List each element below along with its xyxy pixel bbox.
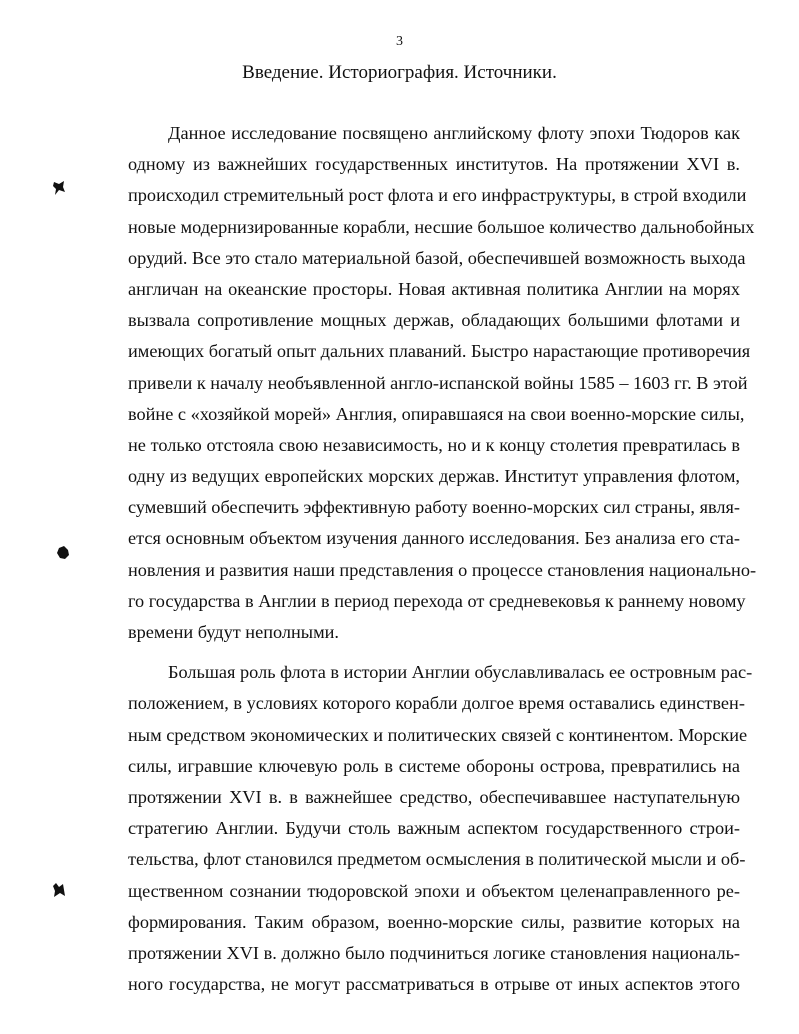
text-line: положением, в условиях которого корабли долгое время оставались единствен- <box>128 693 745 714</box>
text-line: войне с «хозяйкой морей» Англия, опиравшаяся на свои военно-морские силы, <box>128 403 745 424</box>
text-line: происходил стремительный рост флота и его инфраструктуры, в строй входили <box>128 185 747 206</box>
section-heading: Введение. Историография. Источники. <box>242 62 557 83</box>
text-line: протяжении XVI в. в важнейшее средство, обеспечивавшее наступательную <box>128 786 740 807</box>
body-text <box>128 118 757 1000</box>
text-line: вызвала сопротивление мощных держав, обладающих большими флотами и <box>128 310 740 331</box>
text-line: формирования. Таким образом, военно-морские силы, развитие которых на <box>128 911 740 932</box>
text-line: не только отстояла свою независимость, но и к концу столетия превратилась в <box>128 434 740 455</box>
text-line: одну из ведущих европейских морских держав. Институт управления флотом, <box>128 466 740 487</box>
text-line: тельства, флот становился предметом осмысления в политической мысли и об- <box>128 849 746 870</box>
text-line: силы, игравшие ключевую роль в системе обороны острова, превратились на <box>128 755 740 776</box>
text-line: одному из важнейших государственных институтов. На протяжении XVI в. <box>128 154 740 175</box>
text-line: ным средством экономических и политических связей с континентом. Морские <box>128 724 748 745</box>
page-number: 3 <box>396 34 403 49</box>
text-line: англичан на океанские просторы. Новая активная политика Англии на морях <box>128 278 740 299</box>
text-line: ного государства, не могут рассматриваться в отрыве от иных аспектов этого <box>128 974 740 995</box>
paragraph-gap <box>128 648 740 657</box>
ink-blot-icon <box>52 180 66 196</box>
paragraph-2 <box>128 657 753 1000</box>
text-line: имеющих богатый опыт дальних плаваний. Быстро нарастающие противоречия <box>128 341 751 362</box>
text-line: новые модернизированные корабли, несшие большое количество дальнобойных <box>128 216 755 237</box>
text-line: ется основным объектом изучения данного исследования. Без анализа его ста- <box>128 528 740 549</box>
paragraph-1 <box>128 118 757 648</box>
text-line: стратегию Англии. Будучи столь важным аспектом государственного строи- <box>128 818 740 839</box>
text-line: новления и развития наши представления о процессе становления национально- <box>128 559 757 580</box>
text-line: орудий. Все это стало материальной базой, обеспечившей возможность выхода <box>128 247 746 268</box>
text-line: сумевший обеспечить эффективную работу военно-морских сил страны, явля- <box>128 497 740 518</box>
text-line: Данное исследование посвящено английскому флоту эпохи Тюдоров как <box>168 123 740 143</box>
text-line: протяжении XVI в. должно было подчиниться логике становления националь- <box>128 942 740 963</box>
text-line: времени будут неполными. <box>128 622 339 642</box>
ink-blot-icon <box>56 545 70 561</box>
text-line: Большая роль флота в истории Англии обуславливалась ее островным рас- <box>168 662 753 683</box>
text-line: го государства в Англии в период перехода от средневековья к раннему новому <box>128 590 746 611</box>
text-line: привели к началу необъявленной англо-испанской войны 1585 – 1603 гг. В этой <box>128 372 748 393</box>
text-line: щественном сознании тюдоровской эпохи и объектом целенаправленного ре- <box>128 880 740 901</box>
ink-blot-icon <box>52 882 66 898</box>
